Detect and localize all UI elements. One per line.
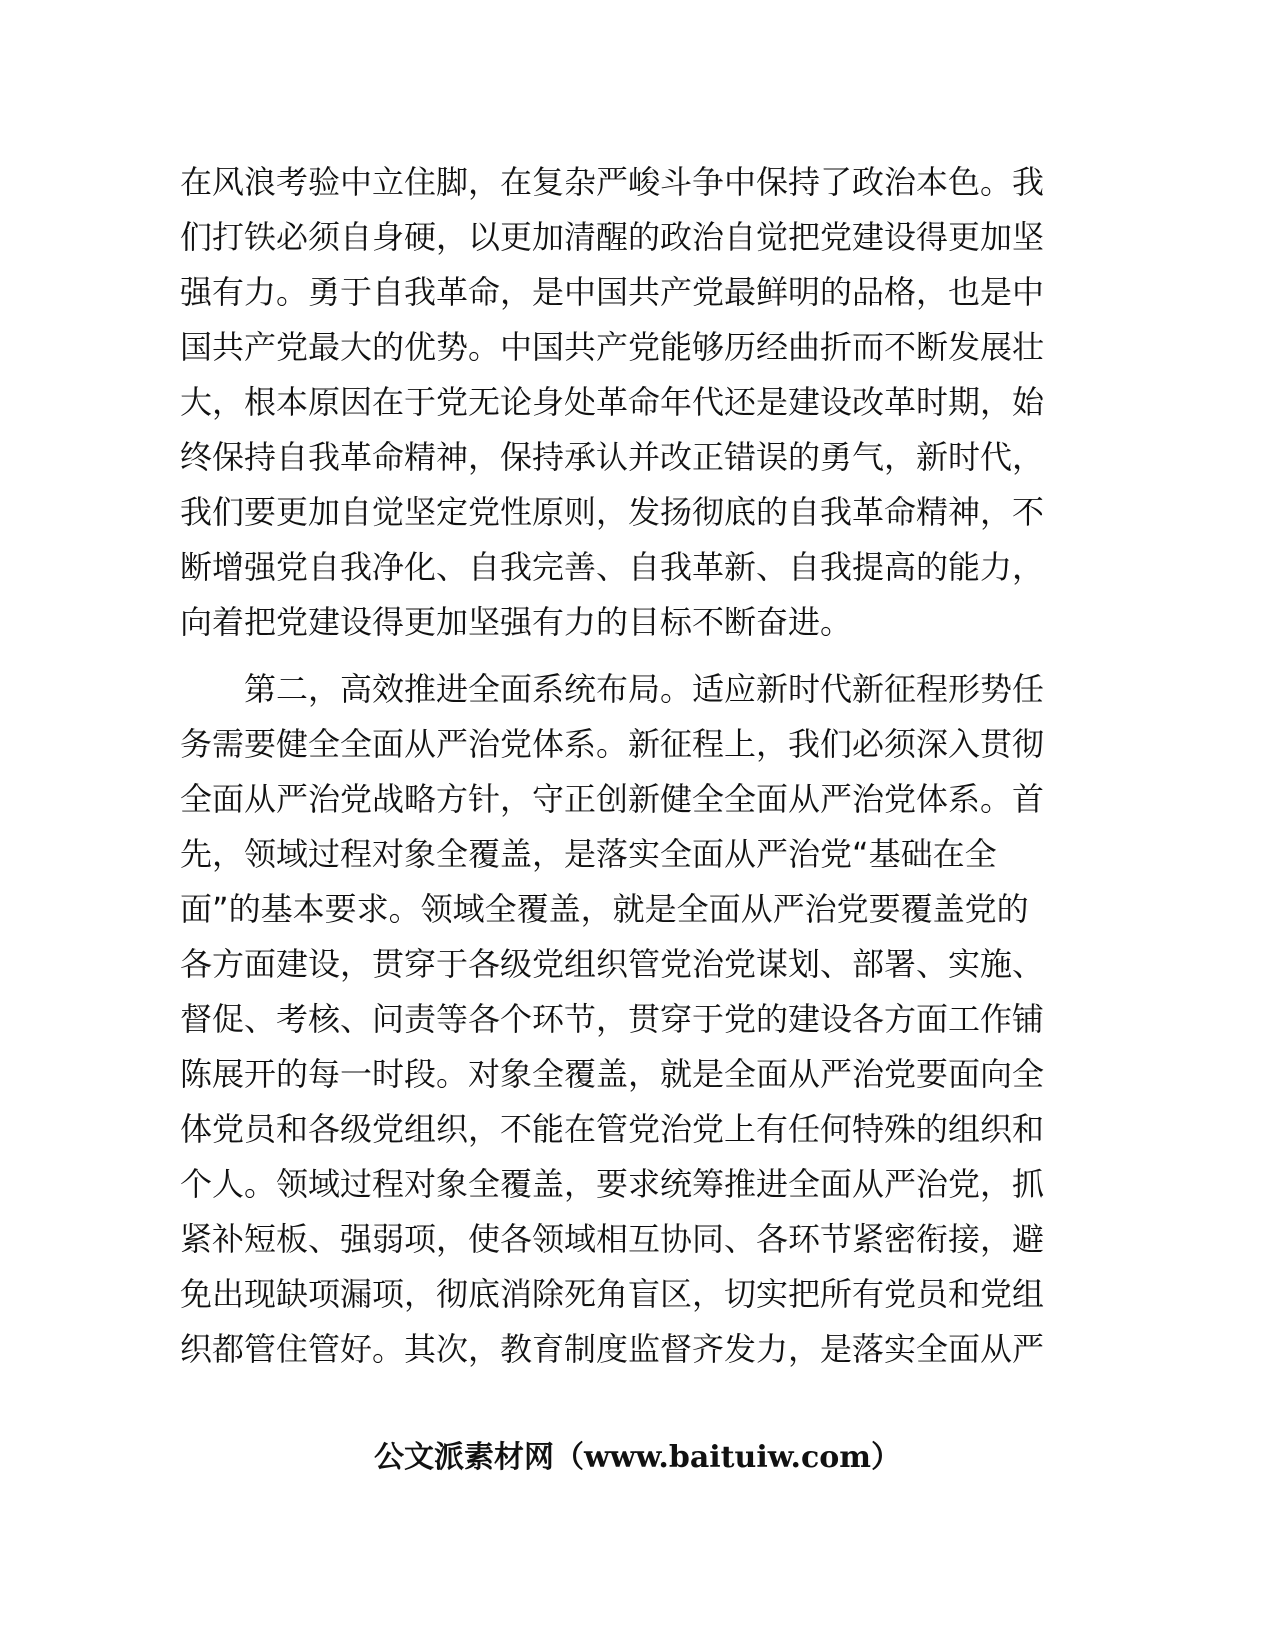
text-line: 各方面建设，贯穿于各级党组织管党治党谋划、部署、实施、 xyxy=(180,945,1045,983)
text-line: 第二，高效推进全面系统布局。适应新时代新征程形势任 xyxy=(180,670,1045,708)
text-line: 我们要更加自觉坚定党性原则，发扬彻底的自我革命精神，不 xyxy=(180,493,1045,531)
text-line: 织都管住管好。其次，教育制度监督齐发力，是落实全面从严 xyxy=(180,1330,1045,1368)
text-line: 向着把党建设得更加坚强有力的目标不断奋进。 xyxy=(180,603,853,641)
text-line: 陈展开的每一时段。对象全覆盖，就是全面从严治党要面向全 xyxy=(180,1055,1045,1093)
text-line: 紧补短板、强弱项，使各领域相互协同、各环节紧密衔接，避 xyxy=(180,1220,1045,1258)
text-line: 全面从严治党战略方针，守正创新健全全面从严治党体系。首 xyxy=(180,780,1045,818)
text-line: 面”的基本要求。领域全覆盖，就是全面从严治党要覆盖党的 xyxy=(180,890,1029,928)
text-line: 们打铁必须自身硬，以更加清醒的政治自觉把党建设得更加坚 xyxy=(180,218,1045,256)
text-line: 体党员和各级党组织，不能在管党治党上有任何特殊的组织和 xyxy=(180,1110,1045,1148)
text-line: 先，领域过程对象全覆盖，是落实全面从严治党“基础在全 xyxy=(180,835,997,873)
text-line: 督促、考核、问责等各个环节，贯穿于党的建设各方面工作铺 xyxy=(180,1000,1045,1038)
text-line: 个人。领域过程对象全覆盖，要求统筹推进全面从严治党，抓 xyxy=(180,1165,1045,1203)
text-line: 务需要健全全面从严治党体系。新征程上，我们必须深入贯彻 xyxy=(180,725,1045,763)
footer-watermark: 公文派素材网（www.baituiw.com） xyxy=(373,1440,902,1475)
text-line: 大，根本原因在于党无论身处革命年代还是建设改革时期，始 xyxy=(180,383,1045,421)
paragraph-1 xyxy=(180,155,1045,650)
text-line: 强有力。勇于自我革命，是中国共产党最鲜明的品格，也是中 xyxy=(180,273,1045,311)
text-line: 在风浪考验中立住脚，在复杂严峻斗争中保持了政治本色。我 xyxy=(180,163,1045,201)
text-line: 终保持自我革命精神，保持承认并改正错误的勇气，新时代， xyxy=(180,438,1045,476)
text-line: 国共产党最大的优势。中国共产党能够历经曲折而不断发展壮 xyxy=(180,328,1045,366)
text-line: 断增强党自我净化、自我完善、自我革新、自我提高的能力， xyxy=(180,548,1045,586)
text-line: 免出现缺项漏项，彻底消除死角盲区，切实把所有党员和党组 xyxy=(180,1275,1045,1313)
paragraph-2 xyxy=(180,662,1045,1377)
body-text xyxy=(180,155,1045,1377)
